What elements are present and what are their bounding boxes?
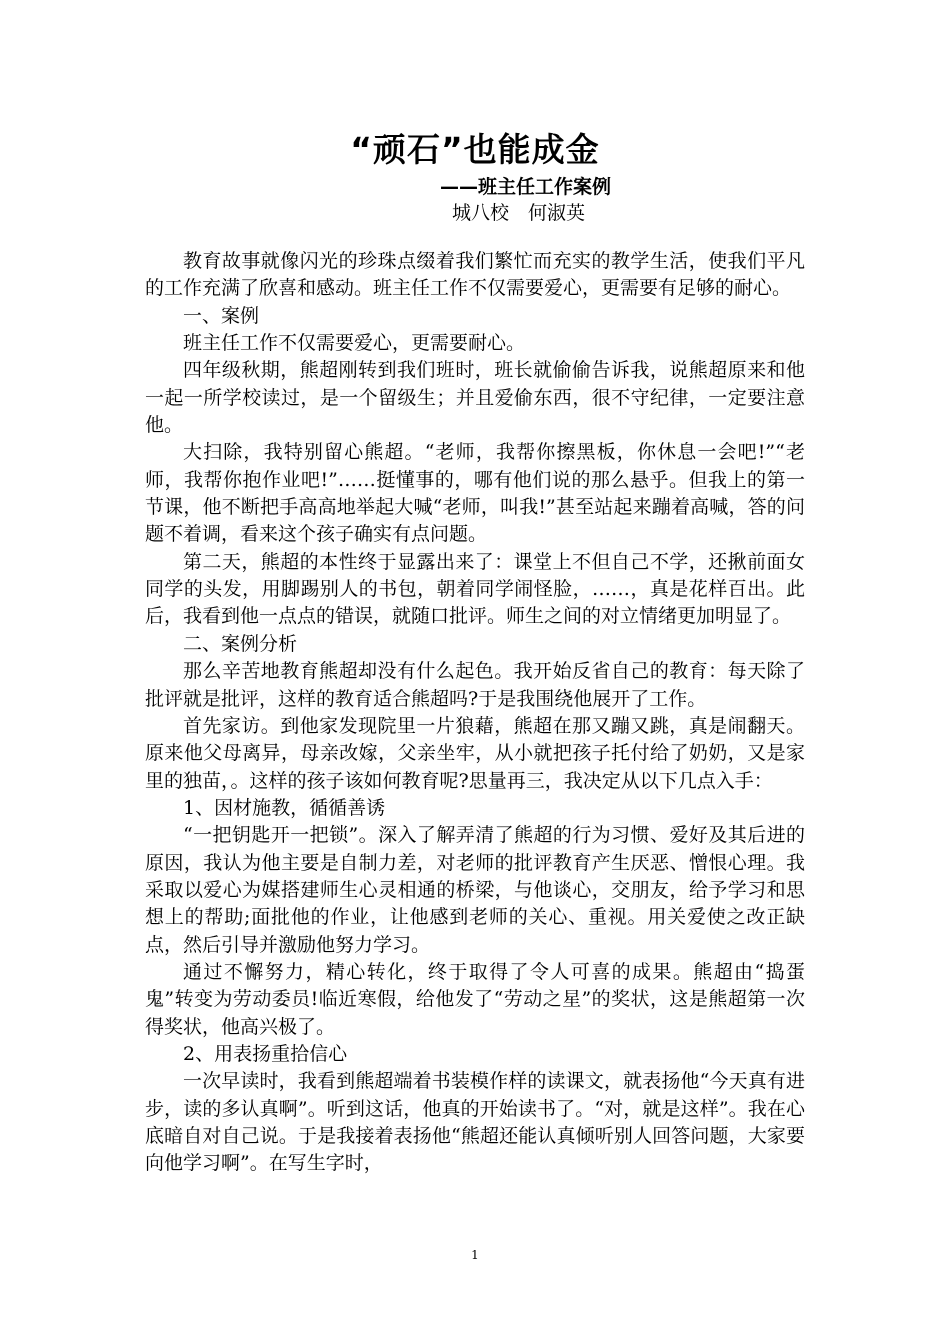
body-paragraph: 首先家访。到他家发现院里一片狼藉，熊超在那又蹦又跳，真是闹翻天。原来他父母离异，母亲改嫁，父亲坐牢，从小就把孩子托付给了奶奶，又是家里的独苗，。这样的孩子该如何教育呢?思量再三，我决定从以下几点入手： bbox=[145, 714, 805, 792]
page-number: 1 bbox=[471, 1248, 479, 1262]
body-paragraph: 大扫除，我特别留心熊超。“老师，我帮你擦黑板，你休息一会吧!”“老师，我帮你抱作业吧!”……挺懂事的，哪有他们说的那么悬乎。但我上的第一节课，他不断把手高高地举起大喊“老师，叫我!”甚至站起来蹦着高喊，答的问题不着调，看来这个孩子确实有点问题。 bbox=[145, 441, 805, 546]
body-paragraph: “一把钥匙开一把锁”。深入了解弄清了熊超的行为习惯、爱好及其后进的原因，我认为他主要是自制力差，对老师的批评教育产生厌恶、憎恨心理。我采取以爱心为媒搭建师生心灵相通的桥梁，与他谈心，交朋友，给予学习和思想上的帮助;面批他的作业，让他感到老师的关心、重视。用关爱使之改正缺点，然后引导并激励他努力学习。 bbox=[145, 824, 805, 956]
author-line: 城八校 何淑英 bbox=[452, 202, 586, 224]
subsection-heading: 2、用表扬重拾信心 bbox=[183, 1042, 348, 1065]
body-paragraph: 四年级秋期，熊超刚转到我们班时，班长就偷偷告诉我，说熊超原来和他一起一所学校读过，是一个留级生；并且爱偷东西，很不守纪律，一定要注意他。 bbox=[145, 359, 805, 437]
body-paragraph: 那么辛苦地教育熊超却没有什么起色。我开始反省自己的教育：每天除了批评就是批评，这样的教育适合熊超吗?于是我围绕他展开了工作。 bbox=[145, 660, 805, 710]
body-paragraph: 一次早读时，我看到熊超端着书装模作样的读课文，就表扬他“今天真有进步，读的多认真啊”。听到这话，他真的开始读书了。“对，就是这样”。我在心底暗自对自己说。于是我接着表扬他“熊超还能认真倾听别人回答问题，大家要向他学习啊”。在写生字时， bbox=[145, 1070, 805, 1175]
body-paragraph: 班主任工作不仅需要爱心，更需要耐心。 bbox=[183, 332, 526, 355]
section-heading: 二、案例分析 bbox=[183, 632, 298, 655]
subsection-heading: 1、因材施教，循循善诱 bbox=[183, 796, 386, 819]
document-body bbox=[145, 248, 805, 1178]
document-title: “顽石”也能成金 bbox=[350, 130, 600, 169]
body-paragraph: 第二天，熊超的本性终于显露出来了：课堂上不但自己不学，还揪前面女同学的头发，用脚踢别人的书包，朝着同学闹怪脸，……，真是花样百出。此后，我看到他一点点的错误，就随口批评。师生之间的对立情绪更加明显了。 bbox=[145, 550, 805, 628]
section-heading: 一、案例 bbox=[183, 304, 260, 327]
body-paragraph: 通过不懈努力，精心转化，终于取得了令人可喜的成果。熊超由“捣蛋鬼”转变为劳动委员!临近寒假，给他发了“劳动之星”的奖状，这是熊超第一次得奖状，他高兴极了。 bbox=[145, 960, 805, 1038]
document-subtitle: ——班主任工作案例 bbox=[440, 176, 612, 198]
body-paragraph: 教育故事就像闪光的珍珠点缀着我们繁忙而充实的教学生活，使我们平凡的工作充满了欣喜和感动。班主任工作不仅需要爱心，更需要有足够的耐心。 bbox=[145, 250, 805, 300]
